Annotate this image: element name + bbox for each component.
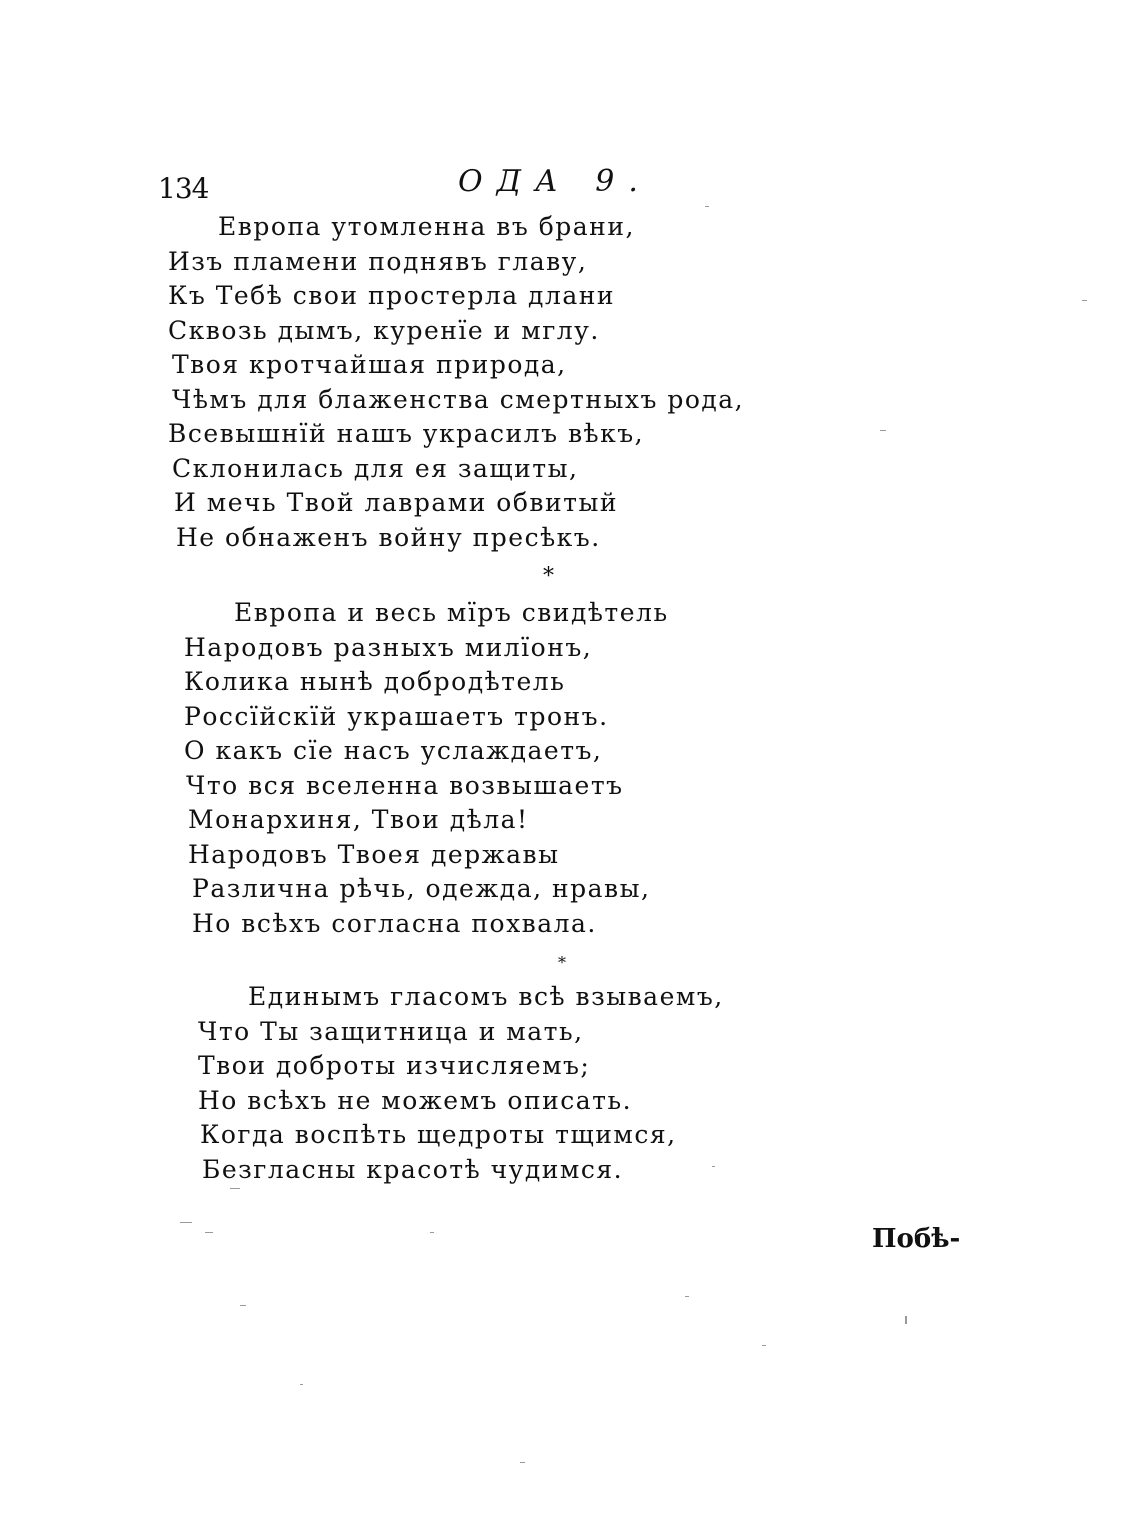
scan-speck	[230, 1188, 240, 1189]
verse-line: Склонилась для ея защиты,	[172, 453, 579, 483]
scan-speck	[430, 1232, 434, 1233]
scan-speck	[880, 430, 886, 431]
stanza-3	[198, 980, 724, 1187]
verse-line: Различна рѣчь, одежда, нравы,	[192, 874, 651, 903]
verse-line: Сквозь дымъ, куренїе и мглу.	[168, 315, 600, 345]
scan-speck	[180, 1222, 192, 1223]
scan-speck	[1082, 300, 1087, 301]
stanza-separator: *	[543, 564, 554, 589]
scan-speck	[705, 206, 709, 207]
scan-speck	[712, 1166, 715, 1167]
scan-speck	[205, 1232, 213, 1233]
verse-line: Безгласны красотѣ чудимся.	[202, 1154, 624, 1184]
verse-line: Народовъ Твоея державы	[188, 839, 560, 869]
verse-line: Не обнаженъ войну пресѣкъ.	[176, 522, 601, 552]
scan-speck	[240, 1305, 246, 1306]
scan-speck	[685, 1296, 689, 1297]
verse-line: Чѣмъ для блаженства смертныхъ рода,	[172, 384, 745, 414]
verse-line: Но всѣхъ согласна похвала.	[192, 908, 597, 938]
stanza-1	[168, 210, 744, 555]
scan-speck	[300, 1384, 303, 1385]
scan-speck	[762, 1345, 766, 1346]
stanza-2	[184, 596, 669, 941]
verse-line: Твои доброты изчисляемъ;	[198, 1051, 591, 1080]
verse-line: Что Ты защитница и мать,	[198, 1016, 584, 1046]
verse-line: Россїйскїй украшаетъ тронъ.	[184, 701, 609, 731]
stanza-separator: *	[558, 953, 566, 972]
verse-line: Колика нынѣ добродѣтель	[184, 667, 566, 696]
scan-speck	[905, 1316, 907, 1324]
verse-line: И мечь Твой лаврами обвитый	[174, 488, 619, 517]
verse-line: Европа и весь мїръ свидѣтель	[234, 598, 669, 627]
verse-line: Народовъ разныхъ милїонъ,	[184, 632, 593, 662]
catchword: Побѣ-	[872, 1224, 961, 1254]
verse-line: Когда воспѣть щедроты тщимся,	[200, 1120, 677, 1149]
page-number: 134	[158, 172, 209, 205]
verse-line: Европа утомленна въ брани,	[218, 212, 635, 241]
running-title: ОДА 9.	[458, 164, 652, 199]
verse-line: Къ Тебѣ свои простерла длани	[168, 281, 616, 310]
verse-line: Что вся вселенна возвышаетъ	[186, 770, 624, 800]
scan-speck	[520, 1462, 525, 1463]
verse-line: Но всѣхъ не можемъ описать.	[198, 1085, 633, 1115]
verse-line: Единымъ гласомъ всѣ взываемъ,	[248, 982, 724, 1011]
verse-line: Твоя кротчайшая природа,	[172, 350, 567, 379]
verse-line: Изъ пламени поднявъ главу,	[168, 246, 588, 276]
verse-line: Всевышнїй нашъ украсилъ вѣкъ,	[168, 419, 645, 448]
verse-line: О какъ сїе насъ услаждаетъ,	[184, 736, 603, 765]
verse-line: Монархиня, Твои дѣла!	[188, 805, 529, 834]
